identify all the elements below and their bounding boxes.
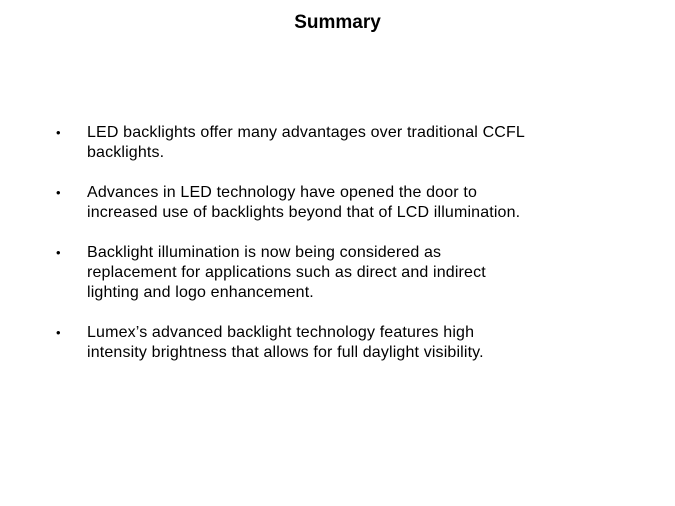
bullet-item [56,183,656,223]
bullet-list [56,123,656,383]
slide-title: Summary [294,12,381,33]
bullet-item [56,123,656,163]
bullet-text-line: Backlight illumination is now being considered as [87,244,442,261]
bullet-dot-icon: • [56,325,61,340]
bullet-text-line: LED backlights offer many advantages over traditional CCFL [87,124,525,141]
bullet-dot-icon: • [56,185,61,200]
bullet-item [56,243,656,303]
bullet-text-line: backlights. [87,144,165,161]
bullet-dot-icon: • [56,245,61,260]
bullet-text-line: Advances in LED technology have opened the door to [87,184,477,201]
bullet-item [56,323,656,363]
bullet-text-line: replacement for applications such as direct and indirect [87,264,486,281]
bullet-text-line: increased use of backlights beyond that of LCD illumination. [87,204,521,221]
bullet-text-line: intensity brightness that allows for full daylight visibility. [87,344,484,361]
bullet-text-line: Lumex’s advanced backlight technology features high [87,324,475,341]
bullet-text-line: lighting and logo enhancement. [87,284,314,301]
bullet-dot-icon: • [56,125,61,140]
